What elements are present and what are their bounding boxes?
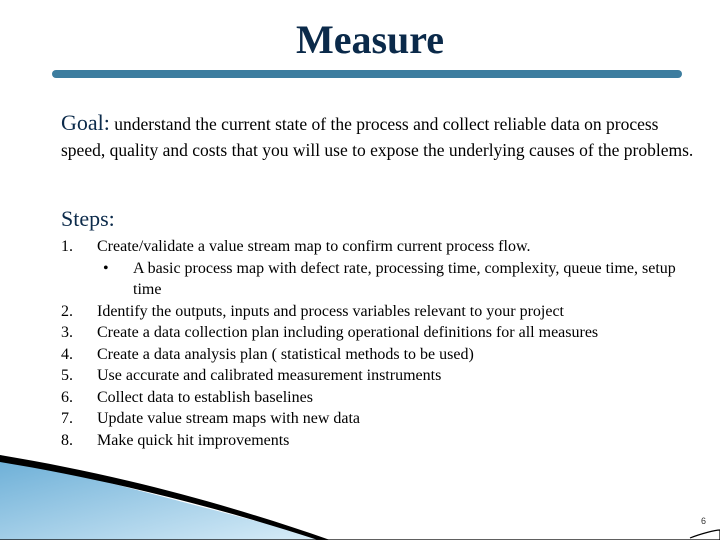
step-text: Collect data to establish baselines [97, 388, 313, 406]
step-text: Identify the outputs, inputs and process variables relevant to your project [97, 302, 564, 320]
page-number: 6 [700, 516, 706, 526]
step-number: 4. [61, 345, 73, 363]
step-number: 8. [61, 431, 73, 449]
step-text: Update value stream maps with new data [97, 410, 361, 427]
goal-text: understand the current state of the process and collect reliable data on process speed, quality and costs that you will use to expose the underlying causes of the problems. [61, 114, 694, 160]
step-text: Use accurate and calibrated measurement instruments [97, 367, 442, 384]
step-number: 3. [61, 324, 73, 341]
step-number: 1. [61, 238, 73, 255]
steps-heading: Steps: [61, 206, 115, 231]
step-text: Create a data analysis plan ( statistical methods to be used) [97, 345, 474, 363]
step-text: Make quick hit improvements [97, 431, 290, 449]
step-number: 7. [61, 410, 73, 427]
sub-bullet-text: A basic process map with defect rate, processing time, complexity, queue time, setup time [133, 259, 676, 298]
step-number: 2. [61, 302, 73, 320]
step-text: Create/validate a value stream map to confirm current process flow. [97, 238, 531, 255]
goal-label: Goal: [61, 110, 110, 135]
step-text: Create a data collection plan including operational definitions for all measures [97, 324, 599, 341]
bullet-icon: • [103, 259, 109, 277]
step-number: 5. [61, 367, 73, 384]
slide-title: Measure [295, 17, 445, 62]
step-number: 6. [61, 388, 73, 406]
